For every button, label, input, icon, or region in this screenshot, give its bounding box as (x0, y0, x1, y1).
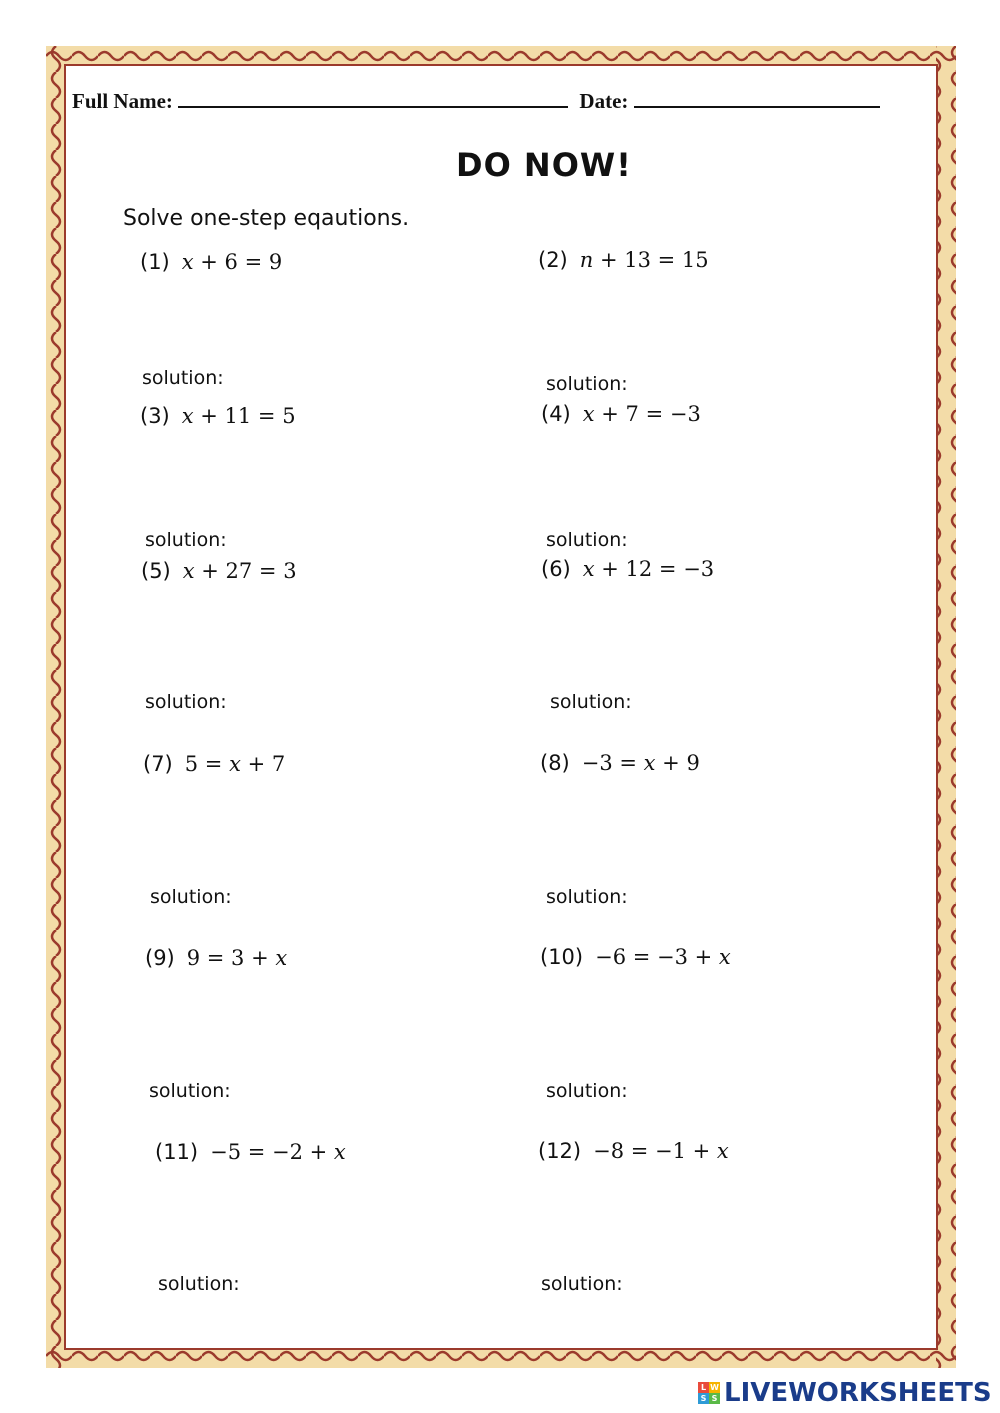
solution-label-12: solution: (541, 1273, 623, 1295)
problem-equation: x + 6 = 9 (181, 250, 283, 274)
solution-label-4: solution: (546, 529, 628, 551)
solution-label-1: solution: (142, 367, 224, 389)
problem-number: (9) (145, 946, 175, 970)
problem-equation: x + 7 = −3 (582, 402, 701, 426)
liveworksheets-brand[interactable] (698, 1378, 992, 1408)
problem-number: (2) (538, 248, 568, 272)
solution-label-2: solution: (546, 373, 628, 395)
problem-equation: −6 = −3 + x (595, 945, 731, 969)
problem-number: (4) (541, 402, 571, 426)
liveworksheets-logo-icon (698, 1382, 720, 1404)
problem-equation: n + 13 = 15 (579, 248, 709, 272)
problem-7 (143, 752, 285, 776)
problem-8 (540, 751, 700, 775)
solution-label-5: solution: (145, 691, 227, 713)
problem-10 (540, 945, 731, 969)
header-row (72, 88, 902, 114)
solution-label-9: solution: (149, 1080, 231, 1102)
problem-number: (12) (538, 1139, 582, 1163)
solution-label-8: solution: (546, 886, 628, 908)
problem-3 (140, 404, 296, 428)
problem-number: (5) (141, 559, 171, 583)
solution-label-11: solution: (158, 1273, 240, 1295)
problem-equation: x + 11 = 5 (181, 404, 296, 428)
solution-label-10: solution: (546, 1080, 628, 1102)
problem-equation: 9 = 3 + x (186, 946, 288, 970)
problem-12 (538, 1139, 729, 1163)
problem-number: (7) (143, 752, 173, 776)
problem-equation: x + 27 = 3 (182, 559, 297, 583)
logo-cell: S (698, 1393, 709, 1404)
date-label: Date: (579, 89, 629, 113)
problem-5 (141, 559, 297, 583)
problem-equation: 5 = x + 7 (184, 752, 286, 776)
problem-number: (3) (140, 404, 170, 428)
brand-text: LIVEWORKSHEETS (724, 1378, 992, 1408)
problem-number: (11) (155, 1140, 199, 1164)
full-name-label: Full Name: (72, 89, 173, 113)
problem-number: (10) (540, 945, 584, 969)
problem-number: (8) (540, 751, 570, 775)
problem-equation: −5 = −2 + x (210, 1140, 346, 1164)
problem-equation: −3 = x + 9 (581, 751, 700, 775)
logo-cell: W (710, 1383, 719, 1392)
problem-9 (145, 946, 287, 970)
solution-label-7: solution: (150, 886, 232, 908)
problem-6 (541, 557, 714, 581)
problem-number: (6) (541, 557, 571, 581)
logo-cell: S (709, 1393, 720, 1404)
problem-1 (140, 250, 282, 274)
problem-4 (541, 402, 701, 426)
problem-11 (155, 1140, 346, 1164)
problem-number: (1) (140, 250, 170, 274)
page-title: DO NOW! (456, 146, 632, 184)
problem-equation: x + 12 = −3 (582, 557, 715, 581)
solution-label-3: solution: (145, 529, 227, 551)
instructions: Solve one-step eqautions. (123, 206, 410, 231)
date-blank[interactable] (634, 88, 880, 108)
problem-2 (538, 248, 709, 272)
problem-equation: −8 = −1 + x (593, 1139, 729, 1163)
logo-cell: L (698, 1382, 709, 1393)
solution-label-6: solution: (550, 691, 632, 713)
full-name-blank[interactable] (178, 88, 568, 108)
